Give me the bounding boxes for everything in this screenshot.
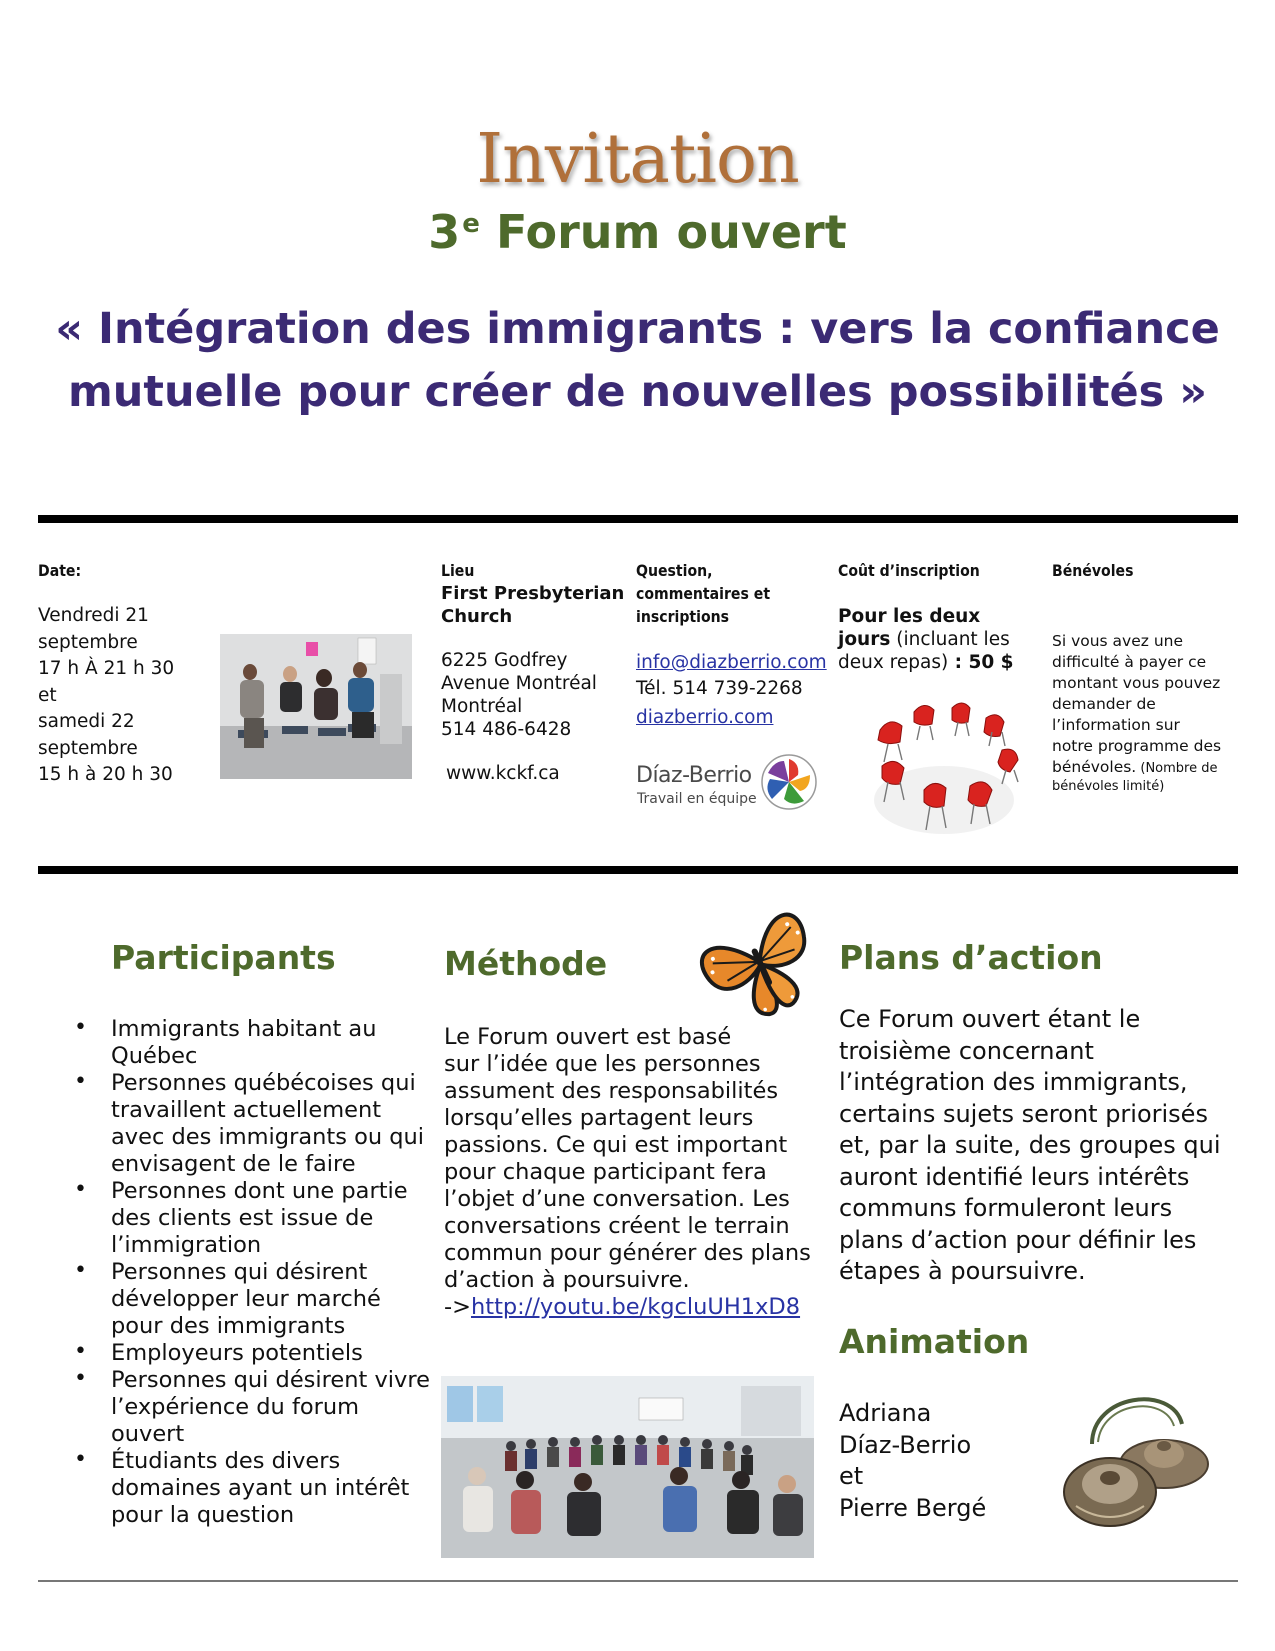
venue-website[interactable]: www.kckf.ca <box>446 763 560 784</box>
benevoles-line: demander de <box>1052 695 1156 713</box>
question-heading-line: inscriptions <box>636 607 730 626</box>
plans-title: Plans d’action <box>839 938 1103 977</box>
list-item: • Personnes dont une partie des clients est issue de l’immigration <box>74 1178 434 1259</box>
pinwheel-logo-icon <box>760 753 818 811</box>
plans-line: certains sujets seront priorisés <box>839 1099 1208 1128</box>
list-item: • Personnes québécoises qui travaillent actuellement avec des immigrants ou qui envisagent de le faire <box>74 1070 434 1178</box>
plans-line: plans d’action pour définir les <box>839 1225 1197 1254</box>
venue-line: Church <box>441 606 513 627</box>
red-chairs-circle-image <box>860 700 1028 840</box>
cout-line <box>838 651 1014 674</box>
benevoles-line: Si vous avez une <box>1052 632 1184 650</box>
list-item: • Personnes qui désirent développer leur marché pour des immigrants <box>74 1259 434 1340</box>
cout-heading: Coût d’inscription <box>838 561 980 580</box>
bottom-divider <box>38 1580 1238 1582</box>
plans-line: communs formuleront leurs <box>839 1194 1173 1222</box>
contact-lines <box>636 650 827 731</box>
benevoles-line <box>1052 757 1221 779</box>
date-line: 17 h À 21 h 30 <box>38 658 175 679</box>
contact-phone: Tél. 514 739-2268 <box>636 678 803 699</box>
benevoles-note: (Nombre de <box>1136 761 1218 776</box>
benevoles-last: bénévoles. <box>1052 758 1137 776</box>
methode-line: assument des responsabilités <box>444 1078 779 1104</box>
plans-line: et, par la suite, des groupes qui <box>839 1131 1221 1159</box>
cout-block <box>838 559 1014 674</box>
methode-line: conversations créent le terrain <box>444 1213 790 1239</box>
cout-meals-text: deux repas) <box>838 652 949 673</box>
date-block <box>38 559 174 789</box>
plans-line: Ce Forum ouvert étant le <box>839 1005 1141 1033</box>
butterfly-image <box>698 896 818 1026</box>
cout-days: jours <box>838 629 891 650</box>
venue-address <box>441 649 624 741</box>
participants-title: Participants <box>111 938 336 977</box>
methode-line: Le Forum ouvert est basé <box>444 1024 732 1050</box>
list-item: • Employeurs potentiels <box>74 1340 434 1367</box>
address-line: Avenue Montréal <box>441 673 597 694</box>
cout-text <box>838 605 1014 674</box>
forum-number-suffix: e <box>462 209 480 239</box>
methode-title: Méthode <box>444 944 608 983</box>
cout-price: : 50 $ <box>948 652 1014 673</box>
plans-line: étapes à poursuivre. <box>839 1257 1086 1285</box>
group-discussion-illustration <box>220 634 412 779</box>
logo-tagline: Travail en équipe <box>637 791 757 807</box>
cout-line <box>838 628 1014 651</box>
question-heading <box>636 559 804 628</box>
date-line: Vendredi 21 <box>38 605 149 626</box>
forum-room-photo <box>441 1376 814 1558</box>
benevoles-line: l’information sur <box>1052 716 1180 734</box>
methode-line: pour chaque participant fera <box>444 1159 767 1185</box>
participants-list <box>74 1016 434 1529</box>
arrow-text: -> <box>444 1294 471 1320</box>
venue-line: First Presbyterian <box>441 583 625 604</box>
plans-line: l’intégration des immigrants, <box>839 1068 1188 1096</box>
benevoles-heading: Bénévoles <box>1052 561 1134 580</box>
methode-line: l’objet d’une conversation. Les <box>444 1186 790 1212</box>
forum-theme <box>40 298 1235 424</box>
date-line: et <box>38 684 57 706</box>
methode-line: passions. Ce qui est important <box>444 1132 788 1158</box>
date-line: samedi 22 <box>38 711 135 732</box>
cout-line: Pour les deux <box>838 606 981 627</box>
theme-line-1: « Intégration des immigrants : vers la confiance <box>55 304 1220 354</box>
date-line: septembre <box>38 631 138 653</box>
cout-meals-note: (incluant les <box>890 629 1010 650</box>
lieu-heading: Lieu <box>441 561 475 580</box>
methode-text <box>444 1024 814 1321</box>
date-heading: Date: <box>38 561 82 580</box>
contact-website-link[interactable]: diazberrio.com <box>636 707 774 728</box>
date-line: 15 h à 20 h 30 <box>38 764 173 785</box>
forum-title <box>0 205 1275 259</box>
benevoles-line: difficulté à payer ce <box>1052 653 1207 671</box>
top-divider <box>38 515 1238 523</box>
plans-text <box>839 1004 1239 1288</box>
middle-divider <box>38 866 1238 874</box>
methode-line: d’action à poursuivre. <box>444 1267 690 1293</box>
date-line: septembre <box>38 737 138 759</box>
question-heading-line: commentaires et <box>636 584 771 603</box>
address-line: 6225 Godfrey <box>441 650 568 671</box>
venue-name <box>441 582 624 628</box>
methode-line: sur l’idée que les personnes <box>444 1051 761 1077</box>
forum-number: 3 <box>428 205 461 259</box>
animator-line: Díaz-Berrio <box>839 1430 972 1459</box>
benevoles-note-line: bénévoles limité) <box>1052 779 1165 794</box>
group-discussion-photo <box>220 634 412 779</box>
list-item: • Étudiants des divers domaines ayant un intérêt pour la question <box>74 1448 434 1529</box>
question-heading-line: Question, <box>636 561 713 580</box>
plans-line: auront identifié leurs intérêts <box>839 1162 1190 1191</box>
lieu-block <box>441 559 624 787</box>
animator-line: Pierre Bergé <box>839 1493 987 1522</box>
diaz-berrio-logo <box>636 753 821 813</box>
address-line: Montréal <box>441 696 523 717</box>
question-block <box>636 559 827 813</box>
plans-line: troisième concernant <box>839 1036 1094 1065</box>
list-item: • Personnes qui désirent vivre l’expérience du forum ouvert <box>74 1367 434 1448</box>
animation-names <box>839 1398 986 1524</box>
animator-line: et <box>839 1462 864 1490</box>
animator-line: Adriana <box>839 1399 932 1427</box>
logo-name: Díaz-Berrio <box>636 763 752 788</box>
benevoles-line: montant vous pouvez <box>1052 674 1221 692</box>
benevoles-text <box>1052 631 1221 795</box>
benevoles-block <box>1052 559 1221 795</box>
youtube-link[interactable]: http://youtu.be/kgcluUH1xD8 <box>470 1294 801 1320</box>
theme-line-2: mutuelle pour créer de nouvelles possibilités » <box>67 367 1208 417</box>
methode-line: commun pour générer des plans <box>444 1240 811 1266</box>
contact-email-link[interactable]: info@diazberrio.com <box>636 652 827 673</box>
methode-link-line <box>444 1294 814 1321</box>
forum-title-text: Forum ouvert <box>495 205 847 259</box>
venue-phone: 514 486-6428 <box>441 719 572 740</box>
date-lines <box>38 603 174 789</box>
methode-line: lorsqu’elles partagent leurs <box>444 1105 754 1131</box>
tingsha-cymbals-image <box>1052 1384 1220 1544</box>
list-item: • Immigrants habitant au Québec <box>74 1016 434 1070</box>
animation-title: Animation <box>839 1322 1030 1361</box>
benevoles-line: notre programme des <box>1052 737 1222 755</box>
forum-room-illustration <box>441 1376 814 1558</box>
invitation-heading: Invitation <box>476 120 799 199</box>
